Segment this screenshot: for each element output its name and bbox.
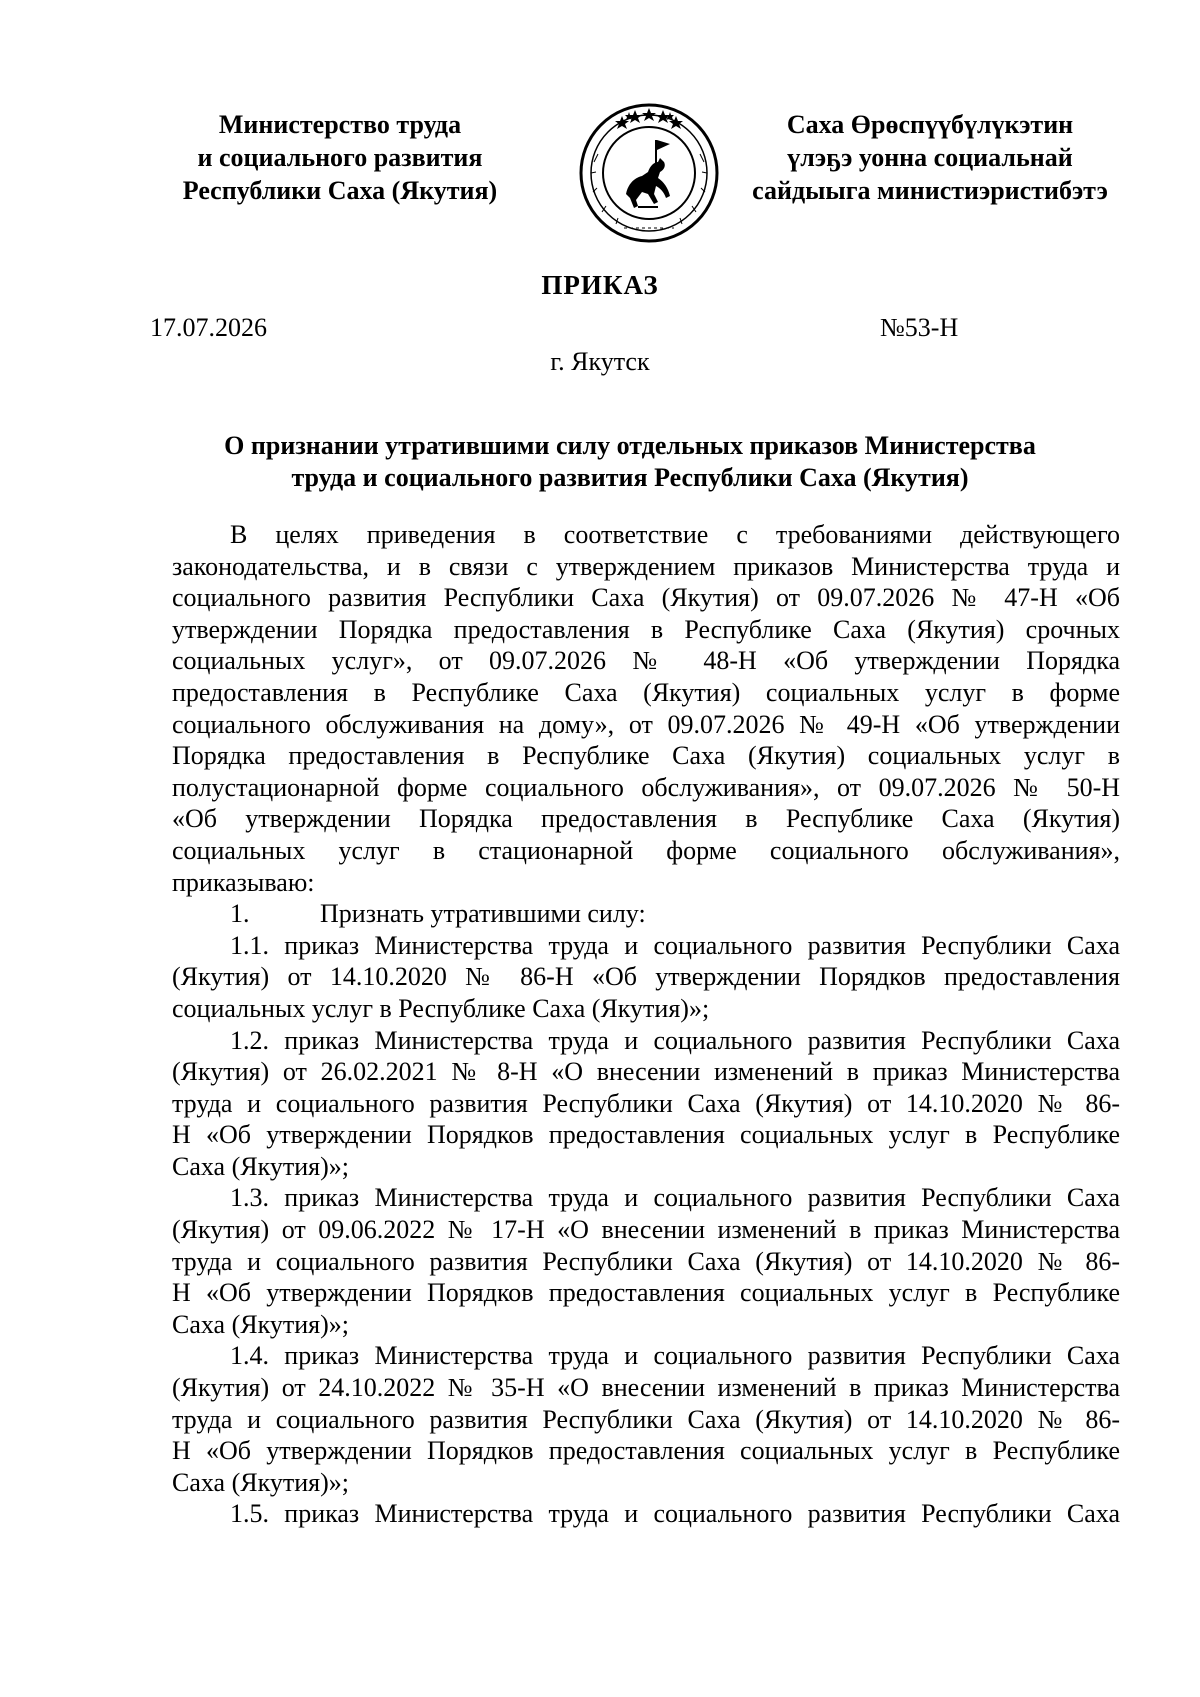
document-number: №53-Н [880, 313, 959, 342]
body-line: 1.4. приказ Министерства труда и социального развития Республики Саха [230, 1341, 1120, 1371]
body-line: социального обслуживания на дому», от 09.07.2026 № 49-Н «Об утверждении [172, 709, 1120, 739]
header-line: Саха Өрөспүүбүлүкэтин [786, 110, 1074, 139]
body-line: «Об утверждении Порядка предоставления в Республике Саха (Якутия) [172, 804, 1120, 834]
body-line: предоставления в Республике Саха (Якутия) социальных услуг в форме [172, 677, 1120, 707]
document-title: ПРИКАЗ [541, 270, 659, 300]
body-line: Саха (Якутия)»; [172, 1309, 349, 1339]
body-line: 1.5. приказ Министерства труда и социального развития Республики Саха [230, 1499, 1120, 1529]
body-line: Н «Об утверждении Порядков предоставления социальных услуг в Республике [172, 1278, 1120, 1308]
body-line: социальных услуг в стационарной форме социального обслуживания», [172, 835, 1120, 865]
ministry-name-sakha [730, 108, 1130, 207]
body-line: Саха (Якутия)»; [172, 1467, 349, 1497]
ministry-name-russian [160, 108, 520, 207]
header-line: и социального развития [197, 143, 483, 172]
subject-line: труда и социального развития Республики Саха (Якутия) [291, 463, 969, 492]
body-line: Н «Об утверждении Порядков предоставления социальных услуг в Республике [172, 1120, 1120, 1150]
body-line: (Якутия) от 26.02.2021 № 8-Н «О внесении изменений в приказ Министерства [172, 1057, 1120, 1087]
body-line: (Якутия) от 14.10.2020 № 86-Н «Об утверждении Порядков предоставления [172, 962, 1120, 992]
point-number: 1. [230, 899, 250, 929]
body-line: (Якутия) от 09.06.2022 № 17-Н «О внесении изменений в приказ Министерства [172, 1215, 1120, 1245]
body-line: (Якутия) от 24.10.2022 № 35-Н «О внесении изменений в приказ Министерства [172, 1373, 1120, 1403]
document-body [172, 519, 1120, 1530]
subject-line: О признании утратившими силу отдельных приказов Министерства [224, 431, 1036, 460]
body-line: Н «Об утверждении Порядков предоставления социальных услуг в Республике [172, 1436, 1120, 1466]
body-line: законодательства, и в связи с утверждением приказов Министерства труда и [172, 551, 1120, 581]
body-line: социальных услуг», от 09.07.2026 № 48-Н «Об утверждении Порядка [172, 646, 1120, 676]
body-line: утверждении Порядка предоставления в Республике Саха (Якутия) срочных [172, 614, 1120, 644]
body-line: 1.1. приказ Министерства труда и социального развития Республики Саха [230, 930, 1120, 960]
body-line: Порядка предоставления в Республике Саха (Якутия) социальных услуг в [172, 741, 1120, 771]
coat-of-arms-icon [578, 102, 720, 244]
document-subject [150, 430, 1110, 494]
body-line: труда и социального развития Республики Саха (Якутия) от 14.10.2020 № 86- [172, 1246, 1120, 1276]
header-line: үлэҕэ уонна социальнай [787, 143, 1073, 172]
body-line: 1.2. приказ Министерства труда и социального развития Республики Саха [230, 1025, 1120, 1055]
body-line: социальных услуг в Республике Саха (Якутия)»; [172, 993, 710, 1023]
header-line: сайдыыга министиэристибэтэ [752, 176, 1108, 205]
body-line: труда и социального развития Республики Саха (Якутия) от 14.10.2020 № 86- [172, 1404, 1120, 1434]
document-city: г. Якутск [550, 347, 650, 376]
body-line: В целях приведения в соответствие с требованиями действующего [230, 520, 1120, 549]
body-line: 1.3. приказ Министерства труда и социального развития Республики Саха [230, 1183, 1120, 1213]
body-line: социального развития Республики Саха (Якутия) от 09.07.2026 № 47-Н «Об [172, 583, 1120, 613]
body-line: Саха (Якутия)»; [172, 1151, 349, 1181]
body-line: труда и социального развития Республики Саха (Якутия) от 14.10.2020 № 86- [172, 1088, 1120, 1118]
header-line: Министерство труда [218, 110, 462, 139]
point-1 [172, 898, 1120, 930]
body-line: приказываю: [172, 867, 315, 897]
document-date: 17.07.2026 [150, 313, 267, 342]
point-text: Признать утратившими силу: [320, 899, 646, 929]
body-line: полустационарной форме социального обслуживания», от 09.07.2026 № 50-Н [172, 772, 1120, 802]
header-line: Республики Саха (Якутия) [182, 176, 498, 205]
